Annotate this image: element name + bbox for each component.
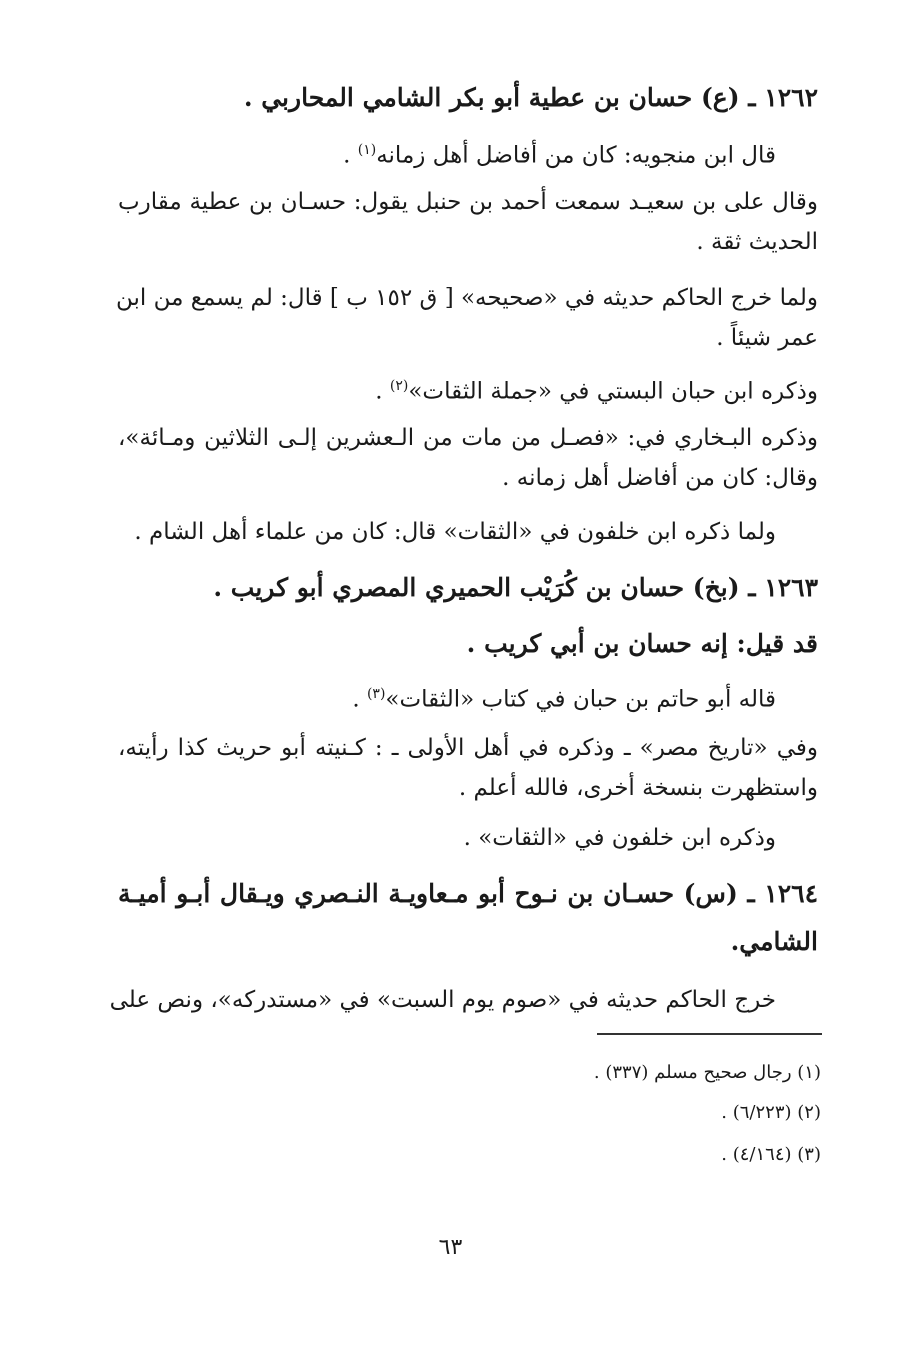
entry-heading: ١٢٦٢ ـ (ع) حسان بن عطية أبو بكر الشامي المحاربي . <box>243 83 818 112</box>
text-line: قال ابن منجويه: كان من أفاضل أهل زمانه$^{(١)}$ . <box>343 142 776 169</box>
text-line: وذكره ابن خلفون في «الثقات» . <box>463 825 776 851</box>
text-line: عمر شيئاً . <box>716 325 818 351</box>
entry-subheading: قد قيل: إنه حسان بن أبي كريب . <box>466 629 818 658</box>
footnote: (٢) (٦/٢٢٣) . <box>721 1102 821 1123</box>
text-line: وقال: كان من أفاضل أهل زمانه . <box>502 465 818 491</box>
text-line: ولما خرج الحاكم حديثه في «صحيحه» [ ق ١٥٢ ب ] قال: لم يسمع من ابن <box>116 285 818 311</box>
text-line: وفي «تاريخ مصر» ـ وذكره في أهل الأولى ـ : كـنيته أبو حريث كذا رأيته، <box>118 735 818 761</box>
footnote-separator <box>597 1033 822 1035</box>
page-number: ٦٣ <box>438 1235 463 1260</box>
footnote: (١) رجال صحيح مسلم (٣٣٧) . <box>593 1062 821 1083</box>
footnote: (٣) (٤/١٦٤) . <box>721 1144 821 1165</box>
text-line: ولما ذكره ابن خلفون في «الثقات» قال: كان من علماء أهل الشام . <box>134 519 776 545</box>
entry-heading: ١٢٦٣ ـ (بخ) حسان بن كُرَيْب الحميري المصري أبو كريب . <box>213 573 818 602</box>
text-line: الحديث ثقة . <box>696 229 818 255</box>
text-line: قاله أبو حاتم بن حبان في كتاب «الثقات»$^{(٣)}$ . <box>352 686 776 713</box>
text-line: واستظهرت بنسخة أخرى، فالله أعلم . <box>458 775 818 801</box>
text-line: وذكره البـخاري في: «فصـل من مات من الـعشرين إلـى الثلاثين ومـائة»، <box>118 425 818 451</box>
footnote-ref: (٢) <box>389 378 409 394</box>
entry-heading-continued: الشامي. <box>730 927 818 956</box>
footnote-ref: (٣) <box>366 686 386 702</box>
text-line: وذكره ابن حبان البستي في «جملة الثقات»$^{(٢)}$ . <box>375 378 818 405</box>
text-line: خرج الحاكم حديثه في «صوم يوم السبت» في «مستدركه»، ونص على <box>109 987 776 1013</box>
text-line: وقال على بن سعيـد سمعت أحمد بن حنبل يقول: حسـان بن عطية مقارب <box>118 189 818 215</box>
entry-heading: ١٢٦٤ ـ (س) حسـان بن نـوح أبو مـعاويـة النـصري ويـقال أبـو أميـة <box>118 879 818 908</box>
footnote-ref: (١) <box>357 142 377 158</box>
